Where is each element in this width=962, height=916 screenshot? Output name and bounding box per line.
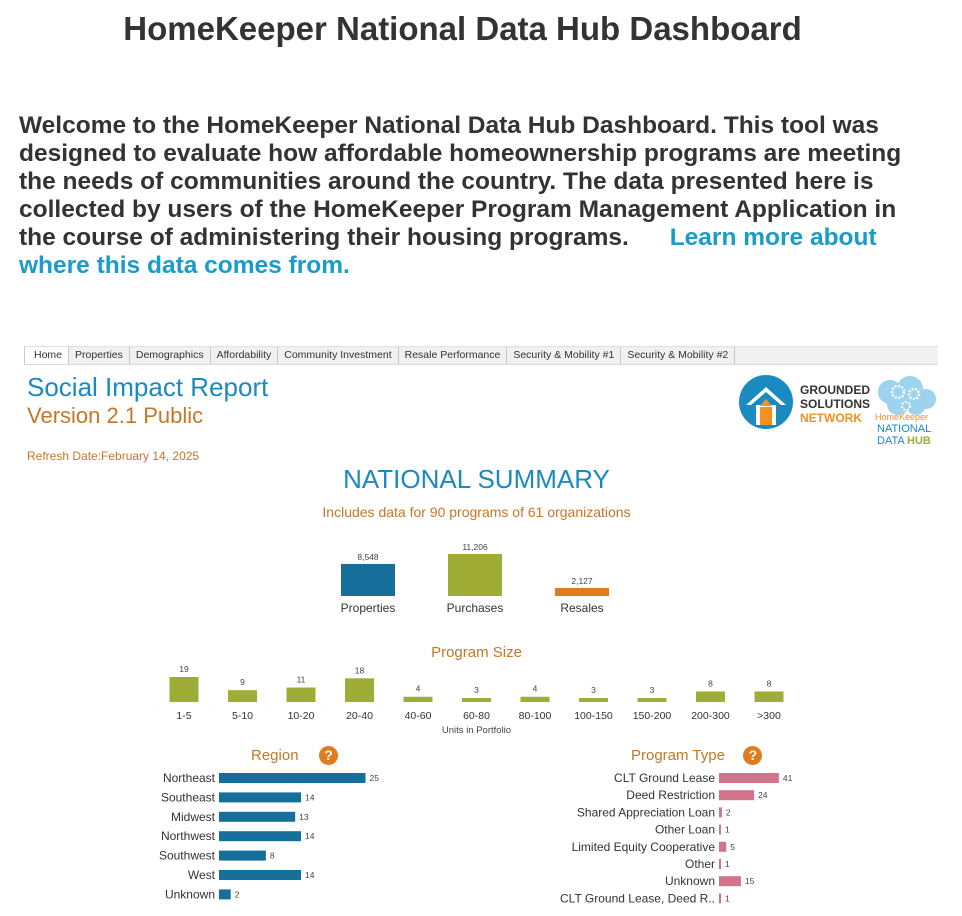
size-bar-200-300-9[interactable]	[696, 691, 725, 702]
tab-affordability[interactable]: Affordability	[211, 347, 279, 364]
size-label-10: >300	[757, 710, 781, 722]
intro-text: Welcome to the HomeKeeper National Data Hub Dashboard. This tool was designed to evaluate how affordable homeownership programs are meeting the needs of communities around the country. The data presented here is collected by users of the HomeKeeper Program Management Application in the course of administering their housing programs.	[19, 112, 902, 251]
tab-community-investment[interactable]: Community Investment	[278, 347, 398, 364]
logo-text-hub: HUB	[907, 435, 931, 447]
house-icon	[739, 375, 793, 429]
type-value-6: 15	[744, 876, 755, 887]
size-bar-20-40-3[interactable]	[345, 678, 374, 702]
size-bar-1-5-0[interactable]	[170, 677, 199, 702]
type-bar-other-5[interactable]	[719, 859, 721, 869]
type-value-4: 5	[730, 841, 736, 852]
size-label-6: 80-100	[518, 710, 552, 722]
type-label-5: Other	[684, 857, 715, 871]
region-bar-midwest-2[interactable]	[219, 812, 295, 822]
size-bar-80-100-6[interactable]	[521, 697, 550, 702]
region-label-5: West	[187, 868, 215, 882]
logo-text-grounded: GROUNDED	[800, 383, 871, 397]
type-bar-clt-ground-lease-0[interactable]	[719, 773, 779, 783]
learn-more-link[interactable]: Learn more about where this data comes from.	[19, 224, 877, 279]
program-type-title: Program Type	[631, 747, 725, 764]
type-value-3: 1	[725, 824, 730, 835]
program-type-chart	[494, 768, 914, 908]
type-bar-deed-restriction-1[interactable]	[719, 790, 754, 800]
dashboard-tabs	[24, 346, 938, 365]
national-summary-subtitle: Includes data for 90 programs of 61 organizations	[322, 504, 631, 520]
size-value-8: 3	[649, 685, 655, 696]
type-label-7: CLT Ground Lease, Deed R..	[560, 891, 715, 906]
type-label-2: Shared Appreciation Loan	[576, 805, 715, 820]
type-value-1: 24	[758, 790, 768, 801]
region-label-1: Southeast	[160, 790, 215, 805]
region-value-6: 2	[234, 889, 240, 900]
report-title: Social Impact Report	[27, 372, 269, 402]
region-bar-west-5[interactable]	[219, 870, 301, 880]
type-label-0: CLT Ground Lease	[614, 771, 715, 785]
region-value-1: 14	[305, 792, 315, 803]
region-bar-southeast-1[interactable]	[219, 792, 301, 802]
region-help-icon[interactable]: ?	[319, 746, 338, 765]
size-value-2: 11	[296, 674, 306, 685]
size-value-6: 4	[532, 683, 538, 694]
size-bar-150-200-8[interactable]	[638, 698, 667, 702]
tab-security-mobility-2[interactable]: Security & Mobility #2	[621, 347, 735, 364]
summary-chart	[304, 542, 624, 618]
dashboard-embed	[24, 346, 940, 916]
logo-text-solutions: SOLUTIONS	[800, 397, 871, 411]
program-size-title: Program Size	[431, 644, 522, 661]
refresh-date: Refresh Date:February 14, 2025	[27, 449, 200, 463]
size-bar-100-150-7[interactable]	[579, 698, 608, 702]
size-label-3: 20-40	[346, 710, 373, 722]
region-value-0: 25	[369, 773, 379, 783]
region-value-4: 8	[269, 850, 275, 861]
type-bar-other-loan-3[interactable]	[719, 825, 721, 835]
region-label-2: Midwest	[170, 809, 215, 824]
tab-demographics[interactable]: Demographics	[130, 347, 211, 364]
tab-properties[interactable]: Properties	[69, 347, 130, 364]
size-label-5: 60-80	[463, 710, 490, 722]
size-label-2: 10-20	[287, 710, 315, 722]
national-summary-title: NATIONAL SUMMARY	[343, 464, 610, 494]
size-value-3: 18	[354, 665, 365, 676]
summary-label-resales: Resales	[560, 601, 604, 615]
region-title: Region	[251, 747, 299, 764]
type-label-3: Other Loan	[654, 822, 715, 837]
tab-security-mobility-1[interactable]: Security & Mobility #1	[507, 347, 621, 364]
size-label-9: 200-300	[691, 710, 730, 722]
size-label-1: 5-10	[231, 710, 254, 722]
gears-cloud-icon	[878, 376, 936, 415]
summary-value-properties: 8,548	[357, 551, 379, 562]
logo-text-homekeeper: HomeKeeper	[875, 412, 929, 422]
program-type-header	[631, 746, 762, 765]
summary-label-properties: Properties	[340, 601, 396, 615]
tab-home[interactable]: Home	[24, 347, 69, 364]
logo-text-network: NETWORK	[800, 411, 862, 425]
size-value-10: 8	[766, 678, 772, 689]
program-type-help-icon[interactable]: ?	[743, 746, 762, 765]
type-bar-clt-ground-lease-deed-r-7[interactable]	[719, 893, 721, 903]
size-bar-60-80-5[interactable]	[462, 698, 491, 702]
type-value-5: 1	[725, 859, 730, 869]
summary-value-resales: 2,127	[571, 576, 593, 587]
summary-value-purchases: 11,206	[462, 542, 488, 552]
type-bar-shared-appreciation-loan-2[interactable]	[719, 807, 722, 817]
size-bar-300-10[interactable]	[755, 691, 784, 702]
region-bar-northwest-3[interactable]	[219, 831, 301, 841]
size-bar-40-60-4[interactable]	[404, 697, 433, 702]
region-bar-northeast-0[interactable]	[219, 773, 366, 783]
summary-bar-resales[interactable]	[555, 588, 609, 596]
region-label-0: Northeast	[162, 771, 215, 785]
type-label-1: Deed Restriction	[626, 788, 715, 803]
region-value-5: 14	[305, 870, 315, 880]
type-bar-unknown-6[interactable]	[719, 876, 741, 886]
size-bar-10-20-2[interactable]	[287, 688, 316, 702]
size-label-8: 150-200	[632, 710, 672, 722]
program-size-xlabel: Units in Portfolio	[441, 725, 512, 736]
report-version: Version 2.1 Public	[27, 403, 204, 428]
size-bar-5-10-1[interactable]	[228, 690, 257, 702]
size-label-0: 1-5	[176, 710, 192, 722]
size-value-4: 4	[415, 683, 421, 694]
size-value-5: 3	[474, 685, 479, 696]
region-chart	[24, 768, 444, 908]
region-label-4: Southwest	[158, 848, 215, 863]
type-value-0: 41	[782, 773, 793, 783]
intro-paragraph	[19, 112, 919, 280]
region-label-3: Northwest	[160, 829, 215, 844]
page-title: HomeKeeper National Data Hub Dashboard	[123, 10, 802, 47]
summary-bar-purchases[interactable]	[448, 554, 502, 596]
type-label-6: Unknown	[664, 874, 715, 889]
region-label-6: Unknown	[164, 887, 215, 902]
logo-text-data: DATA	[877, 435, 905, 447]
region-bar-unknown-6[interactable]	[219, 889, 231, 899]
region-bar-southwest-4[interactable]	[219, 851, 266, 861]
type-value-7: 1	[725, 893, 730, 904]
tab-resale-performance[interactable]: Resale Performance	[399, 347, 508, 364]
region-header	[251, 746, 338, 765]
type-value-2: 2	[725, 807, 731, 818]
size-value-1: 9	[240, 677, 245, 688]
summary-label-purchases: Purchases	[446, 601, 504, 615]
size-label-7: 100-150	[574, 710, 613, 722]
logo-text-national: NATIONAL	[877, 423, 932, 435]
region-value-2: 13	[299, 811, 309, 822]
summary-bar-properties[interactable]	[341, 564, 395, 596]
type-bar-limited-equity-cooperative-4[interactable]	[719, 842, 726, 852]
region-value-3: 14	[305, 831, 315, 842]
type-label-4: Limited Equity Cooperative	[571, 839, 715, 854]
size-label-4: 40-60	[404, 710, 432, 722]
size-value-7: 3	[591, 685, 596, 696]
size-value-0: 19	[179, 664, 189, 674]
size-value-9: 8	[708, 678, 713, 689]
grounded-solutions-logo	[738, 374, 938, 450]
